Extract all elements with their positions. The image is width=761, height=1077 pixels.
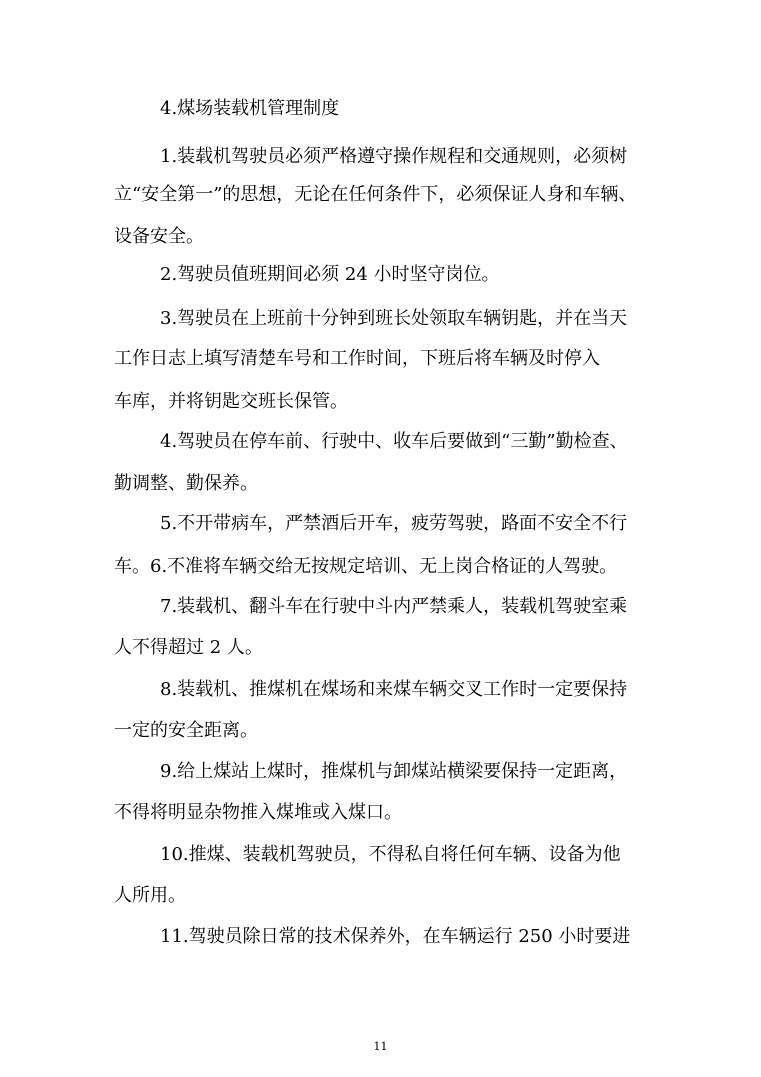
paragraph-line: 10.推煤、装载机驾驶员，不得私自将任何车辆、设备为他 <box>160 844 621 865</box>
paragraph-line: 11.驾驶员除日常的技术保养外，在车辆运行 250 小时要进 <box>160 926 631 947</box>
paragraph-line: 人所用。 <box>114 885 186 906</box>
paragraph-line: 8.装载机、推煤机在煤场和来煤车辆交叉工作时一定要保持 <box>160 679 628 700</box>
paragraph-line: 车。6.不准将车辆交给无按规定培训、无上岗合格证的人驾驶。 <box>114 556 618 577</box>
page-number: 11 <box>373 1040 388 1053</box>
paragraph-line: 7.装载机、翻斗车在行驶中斗内严禁乘人，装载机驾驶室乘 <box>160 596 628 617</box>
paragraph-line: 车库，并将钥匙交班长保管。 <box>114 391 348 412</box>
paragraph-line: 勤调整、勤保养。 <box>114 473 258 494</box>
paragraph-line: 人不得超过 2 人。 <box>114 637 263 658</box>
paragraph-line: 3.驾驶员在上班前十分钟到班长处领取车辆钥匙，并在当天 <box>160 308 628 329</box>
paragraph-line: 2.驾驶员值班期间必须 24 小时坚守岗位。 <box>160 264 500 285</box>
paragraph-line: 工作日志上填写清楚车号和工作时间，下班后将车辆及时停入 <box>114 348 600 369</box>
section-title: 4.煤场装载机管理制度 <box>160 98 340 119</box>
paragraph-line: 9.给上煤站上煤时，推煤机与卸煤站横梁要保持一定距离， <box>160 761 628 782</box>
paragraph-line: 立“安全第一”的思想，无论在任何条件下，必须保证人身和车辆、 <box>114 184 637 205</box>
paragraph-line: 不得将明显杂物推入煤堆或入煤口。 <box>114 802 402 823</box>
paragraph-line: 1.装载机驾驶员必须严格遵守操作规程和交通规则，必须树 <box>160 146 628 167</box>
paragraph-line: 4.驾驶员在停车前、行驶中、收车后要做到“三勤”勤检查、 <box>160 431 628 452</box>
paragraph-line: 设备安全。 <box>114 226 204 247</box>
paragraph-line: 一定的安全距离。 <box>114 720 258 741</box>
paragraph-line: 5.不开带病车，严禁酒后开车，疲劳驾驶，路面不安全不行 <box>160 513 628 534</box>
